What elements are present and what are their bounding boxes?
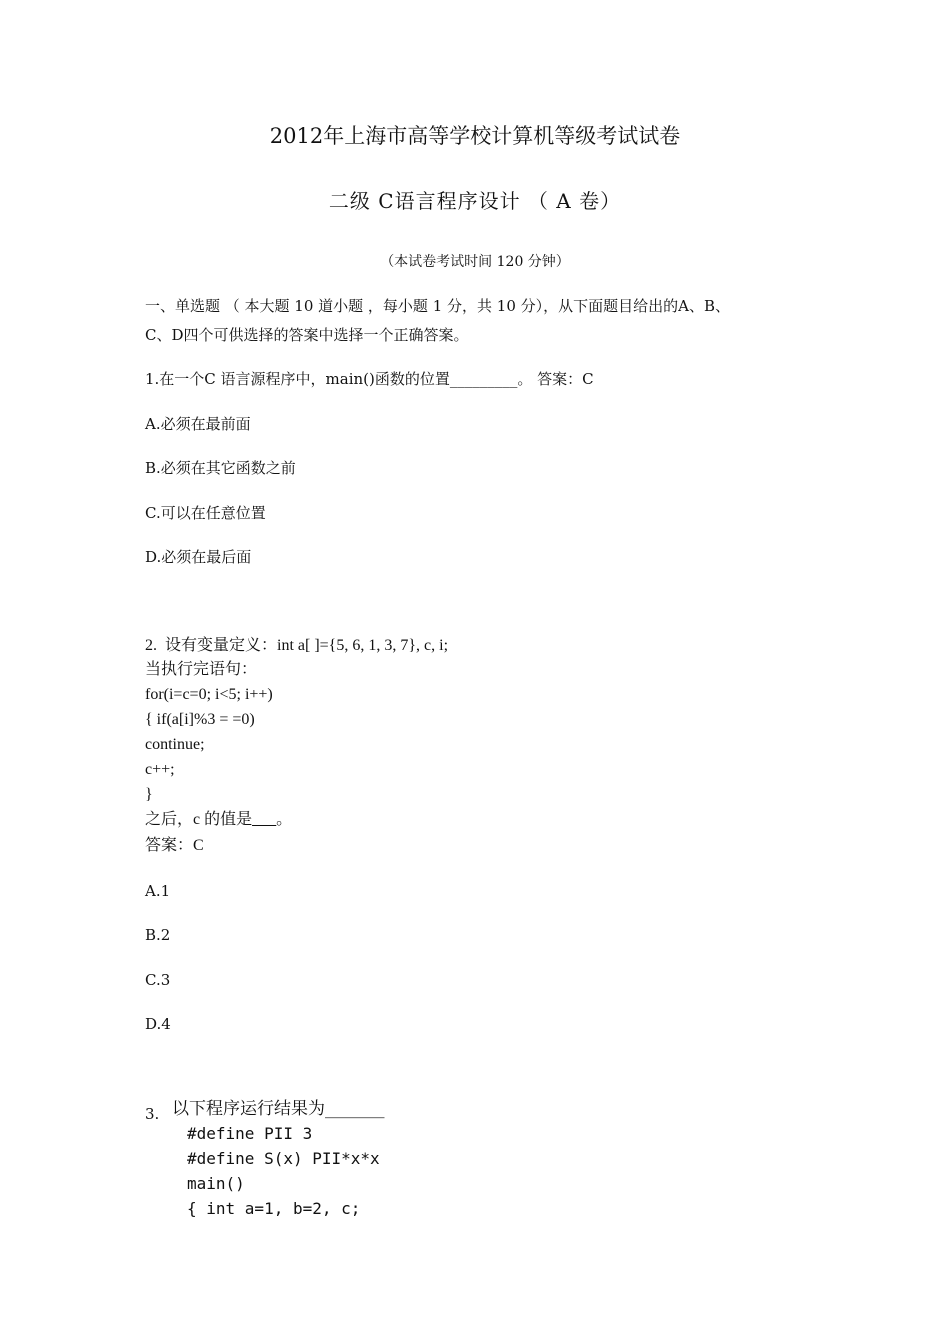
- question-2-code-line: for(i=c=0; i<5; i++): [145, 686, 273, 703]
- question-2-code-line: }: [145, 786, 153, 803]
- question-2-option-c: C.3: [145, 971, 171, 989]
- question-2-answer-blank: ___: [252, 811, 277, 828]
- exam-title: 2012年上海市高等学校计算机等级考试试卷: [269, 124, 681, 148]
- question-1-option-a: A.必须在最前面: [145, 415, 251, 433]
- question-1-option-c: C.可以在任意位置: [145, 504, 266, 522]
- question-1-option-b: B.必须在其它函数之前: [145, 459, 296, 477]
- question-2-code-line: continue;: [145, 736, 205, 753]
- question-2-code-line: c++;: [145, 761, 175, 778]
- question-3-stem: 以下程序运行结果为_______: [172, 1099, 385, 1119]
- question-3-number: 3.: [145, 1105, 160, 1123]
- question-3-code-line: #define PII 3: [187, 1124, 313, 1143]
- question-2-code-line: 当执行完语句：: [145, 661, 258, 678]
- exam-time-note: （本试卷考试时间 120 分钟）: [380, 254, 570, 270]
- question-2-after-suffix: 。: [276, 811, 293, 828]
- exam-subtitle: 二级 C语言程序设计 （ A 卷）: [328, 189, 622, 213]
- question-3-code-line: { int a=1, b=2, c;: [187, 1199, 361, 1218]
- section-intro-line-1: 一、单选题 （ 本大题 10 道小题 ，每小题 1 分，共 10 分），从下面题目给出的A、B、: [145, 297, 730, 315]
- question-1-stem: 1.在一个C 语言源程序中，main()函数的位置_________。 答案：C: [145, 370, 594, 388]
- question-3-code-line: #define S(x) PII*x*x: [187, 1149, 380, 1168]
- question-2-after-line: [145, 810, 292, 830]
- question-2-option-b: B.2: [145, 926, 171, 944]
- section-intro-line-2: C、D四个可供选择的答案中选择一个正确答案。: [145, 326, 469, 344]
- question-2-after-prefix: 之后，c 的值是: [145, 811, 253, 828]
- question-2-option-a: A.1: [145, 882, 171, 900]
- question-1-option-d: D.必须在最后面: [145, 548, 252, 566]
- question-2-code-line: { if(a[i]%3 = =0): [145, 711, 255, 728]
- question-2-answer: 答案：C: [145, 837, 204, 854]
- question-2-option-d: D.4: [145, 1015, 171, 1033]
- question-3-code-line: main(): [187, 1174, 245, 1193]
- question-2-stem: 2. 设有变量定义：int a[ ]={5, 6, 1, 3, 7}, c, i;: [145, 637, 449, 654]
